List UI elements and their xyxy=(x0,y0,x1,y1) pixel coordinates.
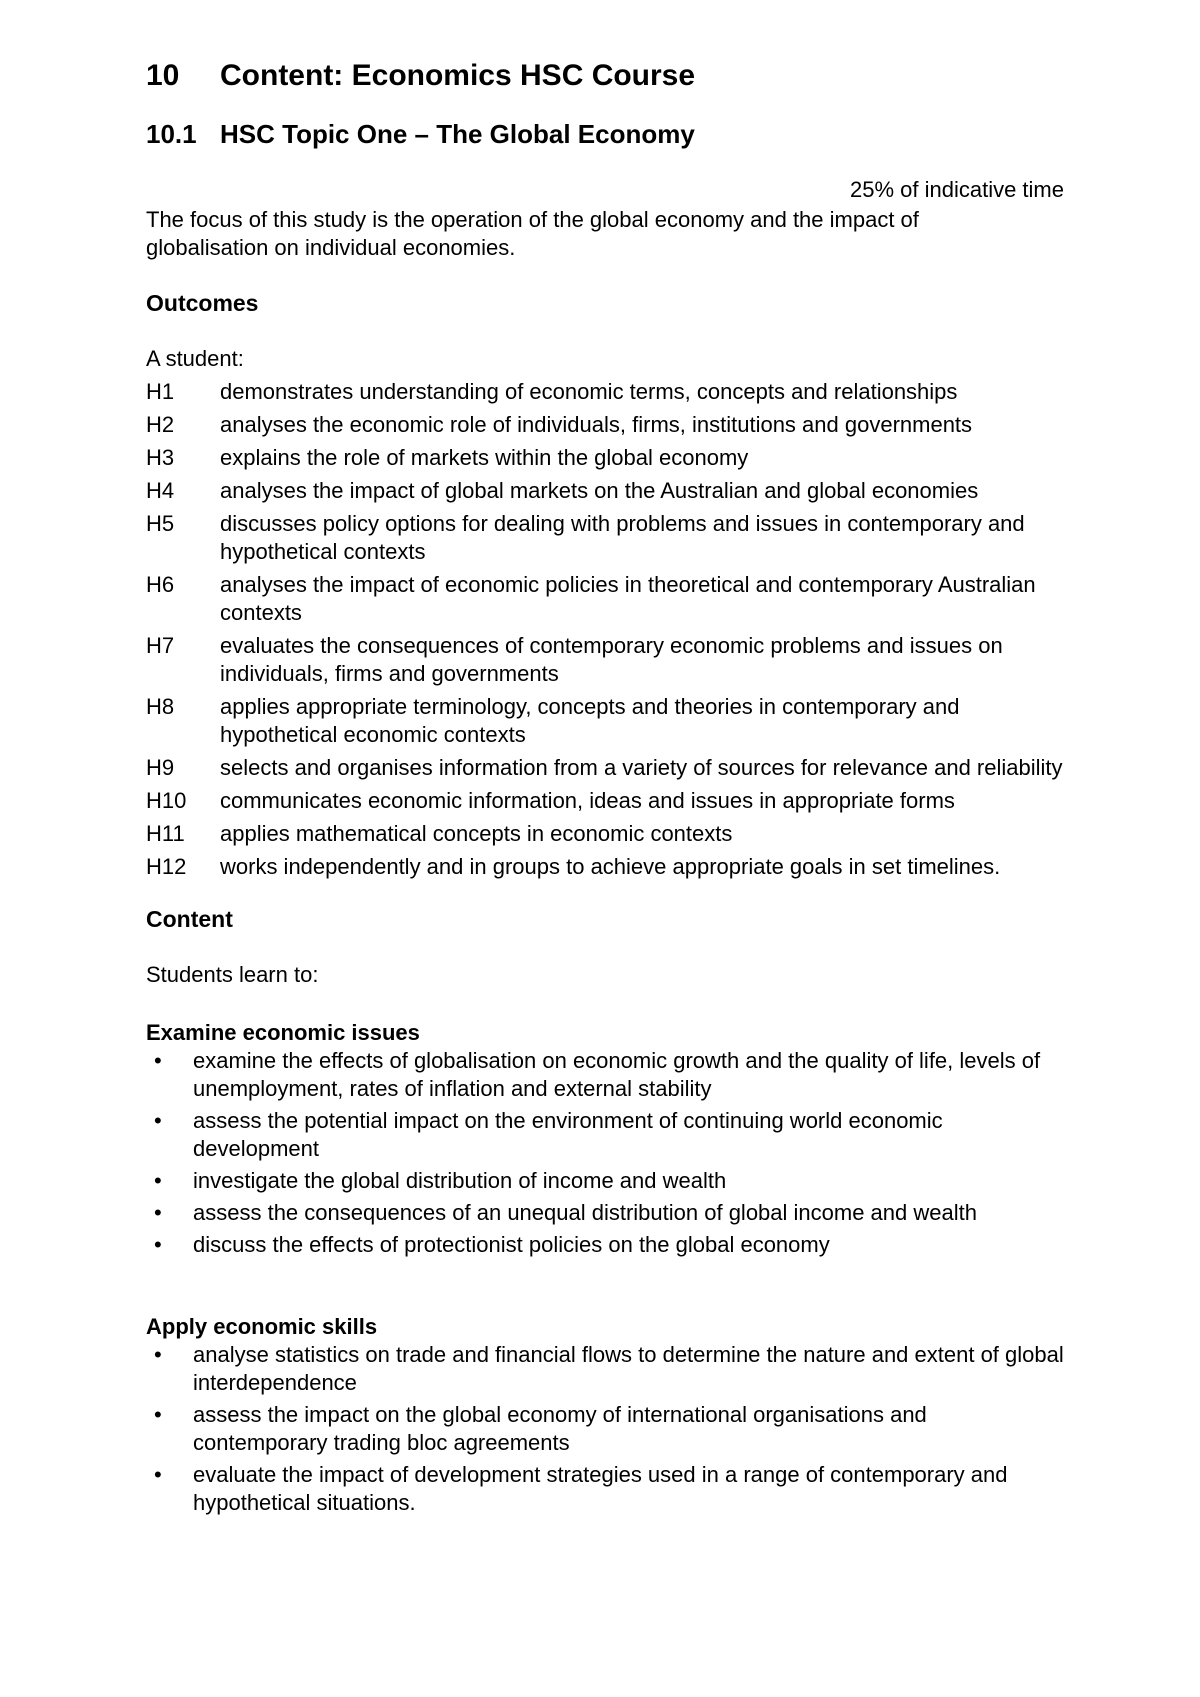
outcome-code: H7 xyxy=(146,633,175,658)
outcome-text: works independently and in groups to achieve appropriate goals in set timelines. xyxy=(220,854,1001,879)
outcome-item xyxy=(146,510,1066,566)
outcome-item xyxy=(146,571,1066,627)
bullet-icon: • xyxy=(154,1462,162,1487)
outcome-text: selects and organises information from a variety of sources for relevance and reliability xyxy=(220,755,1063,780)
bullet-icon: • xyxy=(154,1232,162,1257)
outcome-text: evaluates the consequences of contemporary economic problems and issues on individuals, firms and governments xyxy=(220,633,1003,686)
section-heading xyxy=(146,58,1066,94)
examine-heading: Examine economic issues xyxy=(146,1020,420,1045)
list-item-text: investigate the global distribution of income and wealth xyxy=(193,1168,727,1193)
outcome-code: H12 xyxy=(146,854,187,879)
outcome-text: demonstrates understanding of economic terms, concepts and relationships xyxy=(220,379,958,404)
content-intro: Students learn to: xyxy=(146,962,319,987)
outcome-code: H6 xyxy=(146,572,175,597)
list-item-text: discuss the effects of protectionist policies on the global economy xyxy=(193,1232,830,1257)
outcomes-heading: Outcomes xyxy=(146,290,259,316)
document-page xyxy=(146,58,1066,1521)
outcomes-intro: A student: xyxy=(146,346,244,371)
outcome-code: H1 xyxy=(146,379,175,404)
outcome-text: analyses the economic role of individuals, firms, institutions and governments xyxy=(220,412,973,437)
outcome-code: H8 xyxy=(146,694,175,719)
topic-focus-paragraph: The focus of this study is the operation of the global economy and the impact of globalisation on individual economies. xyxy=(146,207,919,260)
list-item xyxy=(146,1231,1066,1259)
outcome-code: H4 xyxy=(146,478,175,503)
outcome-code: H9 xyxy=(146,755,175,780)
apply-heading: Apply economic skills xyxy=(146,1314,378,1339)
outcome-item xyxy=(146,693,1066,749)
bullet-icon: • xyxy=(154,1108,162,1133)
bullet-icon: • xyxy=(154,1342,162,1367)
list-item xyxy=(146,1047,1066,1103)
outcome-code: H5 xyxy=(146,511,175,536)
outcome-item xyxy=(146,477,1066,505)
outcome-item xyxy=(146,853,1066,881)
list-item xyxy=(146,1107,1066,1163)
outcome-text: applies mathematical concepts in economic contexts xyxy=(220,821,733,846)
list-item-text: analyse statistics on trade and financial flows to determine the nature and extent of global interdependence xyxy=(193,1342,1064,1395)
section-number: 10 xyxy=(146,59,180,92)
apply-list xyxy=(146,1341,1066,1517)
outcome-code: H3 xyxy=(146,445,175,470)
bullet-icon: • xyxy=(154,1168,162,1193)
indicative-time-note: 25% of indicative time xyxy=(850,177,1064,202)
outcome-text: discusses policy options for dealing with problems and issues in contemporary and hypothetical contexts xyxy=(220,511,1025,564)
bullet-icon: • xyxy=(154,1402,162,1427)
outcome-code: H11 xyxy=(146,821,185,846)
section-title: Content: Economics HSC Course xyxy=(220,59,696,92)
list-item-text: assess the potential impact on the environment of continuing world economic development xyxy=(193,1108,943,1161)
outcome-code: H2 xyxy=(146,412,175,437)
outcome-text: communicates economic information, ideas and issues in appropriate forms xyxy=(220,788,955,813)
outcome-code: H10 xyxy=(146,788,187,813)
content-heading: Content xyxy=(146,906,233,932)
list-item xyxy=(146,1167,1066,1195)
list-item xyxy=(146,1401,1066,1457)
list-item-text: examine the effects of globalisation on economic growth and the quality of life, levels of unemployment, rates of inflation and external stability xyxy=(193,1048,1041,1101)
outcome-item xyxy=(146,754,1066,782)
outcome-text: analyses the impact of economic policies in theoretical and contemporary Australian contexts xyxy=(220,572,1036,625)
list-item xyxy=(146,1461,1066,1517)
outcome-item xyxy=(146,444,1066,472)
outcome-item xyxy=(146,787,1066,815)
bullet-icon: • xyxy=(154,1048,162,1073)
topic-heading xyxy=(146,118,1066,150)
topic-number: 10.1 xyxy=(146,119,197,149)
outcomes-list xyxy=(146,378,1066,881)
list-item-text: assess the consequences of an unequal distribution of global income and wealth xyxy=(193,1200,977,1225)
outcome-text: explains the role of markets within the global economy xyxy=(220,445,749,470)
list-item-text: assess the impact on the global economy of international organisations and contemporary trading bloc agreements xyxy=(193,1402,927,1455)
outcome-text: analyses the impact of global markets on the Australian and global economies xyxy=(220,478,979,503)
outcome-text: applies appropriate terminology, concepts and theories in contemporary and hypothetical economic contexts xyxy=(220,694,960,747)
list-item xyxy=(146,1341,1066,1397)
examine-list xyxy=(146,1047,1066,1259)
outcome-item xyxy=(146,632,1066,688)
outcome-item xyxy=(146,378,1066,406)
bullet-icon: • xyxy=(154,1200,162,1225)
list-item xyxy=(146,1199,1066,1227)
list-item-text: evaluate the impact of development strategies used in a range of contemporary and hypothetical situations. xyxy=(193,1462,1008,1515)
outcome-item xyxy=(146,411,1066,439)
outcome-item xyxy=(146,820,1066,848)
topic-title: HSC Topic One – The Global Economy xyxy=(220,119,695,149)
